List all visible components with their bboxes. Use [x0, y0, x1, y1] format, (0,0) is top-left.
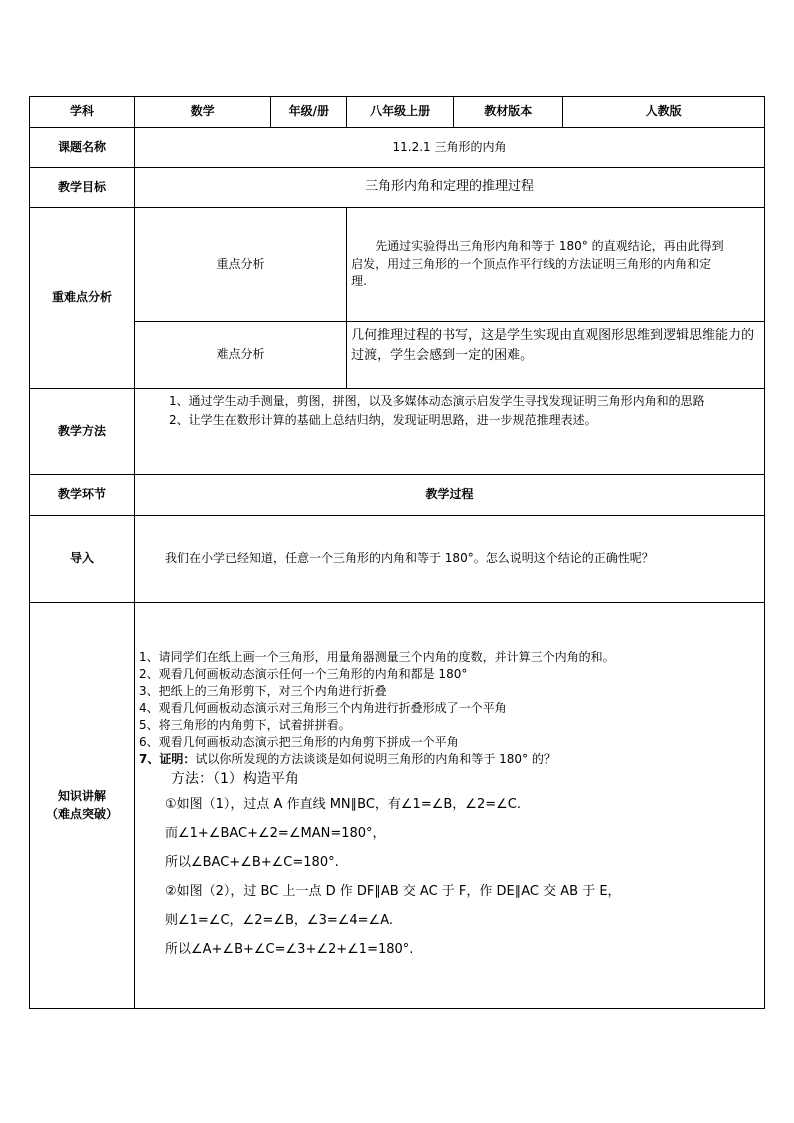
method-line-2: ①如图（1），过点 A 作直线 MN∥BC，有∠1=∠B，∠2=∠C. — [164, 797, 521, 812]
knowledge-step-5: 5、将三角形的内角剪下，试着拼拼看。 — [138, 718, 351, 732]
key-analysis-label: 重点分析 — [134, 208, 346, 322]
methods-text — [134, 389, 764, 475]
knowledge-label-line-2: （难点突破） — [45, 806, 118, 821]
key-analysis-line-1: 先通过实验得出三角形内角和等于 180° 的直观结论，再由此得到 — [375, 239, 724, 254]
step7-prefix: 7、证明： — [138, 752, 196, 766]
goal-value: 三角形内角和定理的推理过程 — [134, 168, 764, 208]
grade-value: 八年级上册 — [347, 97, 454, 128]
methods-label: 教学方法 — [30, 389, 135, 475]
knowledge-step-4: 4、观看几何画板动态演示对三角形三个内角进行折叠形成了一个平角 — [138, 701, 507, 715]
key-analysis-text — [347, 208, 765, 322]
goal-label: 教学目标 — [30, 168, 135, 208]
stage-label: 教学环节 — [30, 475, 135, 516]
knowledge-step-1: 1、请同学们在纸上画一个三角形，用量角器测量三个内角的度数，并计算三个内角的和。 — [138, 650, 615, 664]
intro-text: 我们在小学已经知道，任意一个三角形的内角和等于 180°。怎么说明这个结论的正确性呢？ — [134, 516, 764, 603]
method-line-4: 所以∠BAC+∠B+∠C=180°. — [164, 855, 339, 870]
knowledge-step-2: 2、观看几何画板动态演示任何一个三角形的内角和都是 180° — [138, 667, 468, 681]
intro-row — [30, 516, 765, 603]
knowledge-label — [30, 603, 135, 1009]
analysis-label: 重难点分析 — [30, 208, 135, 389]
title-row — [30, 128, 765, 168]
subject-value: 数学 — [134, 97, 271, 128]
process-header-row — [30, 475, 765, 516]
knowledge-step-6: 6、观看几何画板动态演示把三角形的内角剪下拼成一个平角 — [138, 735, 459, 749]
method-line-3: 而∠1+∠BAC+∠2=∠MAN=180°， — [164, 826, 386, 841]
difficult-analysis-row — [30, 322, 765, 389]
method-line-5: ②如图（2），过 BC 上一点 D 作 DF∥AB 交 AC 于 F，作 DE∥AC 交 AB 于 E， — [164, 884, 621, 899]
intro-label: 导入 — [30, 516, 135, 603]
lesson-plan-table — [29, 96, 765, 1009]
step7-text: 试以你所发现的方法谈谈是如何说明三角形的内角和等于 180° 的？ — [195, 752, 556, 766]
knowledge-row — [30, 603, 765, 1009]
goal-row — [30, 168, 765, 208]
key-analysis-line-3: 理. — [351, 274, 367, 289]
title-label: 课题名称 — [30, 128, 135, 168]
title-value: 11.2.1 三角形的内角 — [134, 128, 764, 168]
grade-label: 年级/册 — [271, 97, 347, 128]
knowledge-label-line-1: 知识讲解 — [57, 789, 106, 804]
key-analysis-row — [30, 208, 765, 322]
difficult-analysis-label: 难点分析 — [134, 322, 346, 389]
subject-label: 学科 — [30, 97, 135, 128]
key-analysis-line-2: 启发，用过三角形的一个顶点作平行线的方法证明三角形的内角和定 — [351, 256, 712, 271]
edition-label: 教材版本 — [454, 97, 563, 128]
method-item-1: 1、通过学生动手测量，剪图，拼图，以及多媒体动态演示启发学生寻找发现证明三角形内角和的思路 — [168, 394, 705, 408]
method-item-2: 2、让学生在数形计算的基础上总结归纳，发现证明思路，进一步规范推理表述。 — [168, 413, 597, 427]
knowledge-content — [134, 603, 764, 1009]
method-line-6: 则∠1=∠C，∠2=∠B，∠3=∠4=∠A. — [164, 913, 394, 928]
header-row — [30, 97, 765, 128]
process-label: 教学过程 — [134, 475, 764, 516]
method-line-7: 所以∠A+∠B+∠C=∠3+∠2+∠1=180°. — [164, 942, 414, 957]
edition-value: 人教版 — [563, 97, 765, 128]
difficult-analysis-text: 几何推理过程的书写，这是学生实现由直观图形思维到逻辑思维能力的过渡，学生会感到一定的困难。 — [347, 322, 765, 389]
knowledge-step-3: 3、把纸上的三角形剪下，对三个内角进行折叠 — [138, 684, 387, 698]
method-line-1: 方法：（1）构造平角 — [170, 771, 299, 787]
methods-row — [30, 389, 765, 475]
knowledge-step-7 — [139, 751, 760, 768]
